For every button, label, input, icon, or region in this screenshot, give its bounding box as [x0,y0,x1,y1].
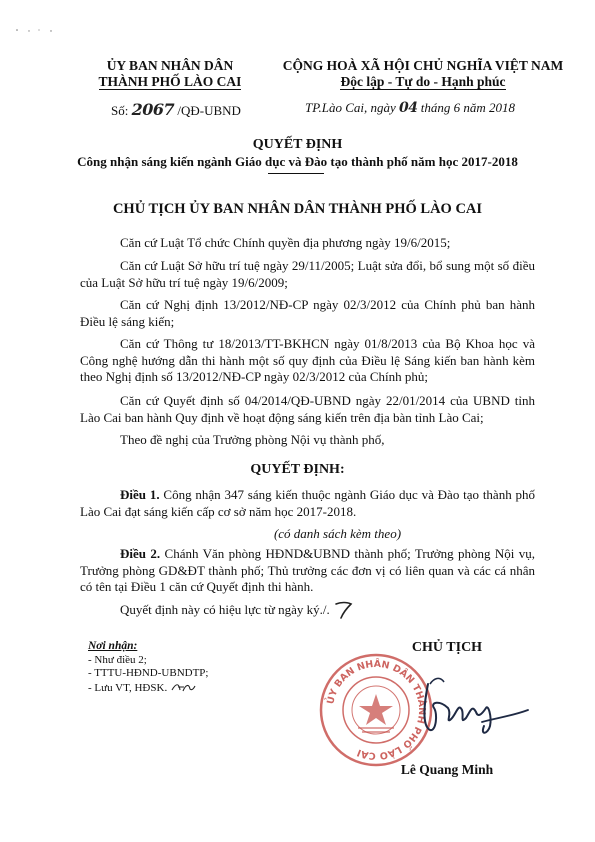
basis-5: Căn cứ Quyết định số 04/2014/QĐ-UBND ngày 22/01/2014 của UBND tỉnh Lào Cai ban hành Quy định về hoạt động sáng kiến trên địa bàn tỉnh Lào Cai; [80,393,535,425]
recipient-item: - TTTU-HĐND-UBNDTP; [88,667,209,679]
handwritten-signature-icon [400,664,535,744]
issuer-line-2: THÀNH PHỐ LÀO CAI [98,74,242,89]
handwritten-day: 04 [399,100,418,116]
basis-4: Căn cứ Thông tư 18/2013/TT-BKHCN ngày 01/8/2013 của Bộ Khoa học và Công nghệ hướng dẫn thi hành một số quy định của Điều lệ Sáng kiến ban hành kèm theo Nghị định số 13/2012/NĐ-CP ngày 02/3/2012 của Chính phủ; [80,336,535,384]
basis-6: Theo đề nghị của Trưởng phòng Nội vụ thành phố, [120,432,385,447]
recipient-item: - Như điều 2; [88,653,147,666]
basis-2: Căn cứ Luật Sở hữu trí tuệ ngày 29/11/2005; Luật sửa đổi, bổ sung một số điều của Luật Sở hữu trí tuệ ngày 19/6/2009; [80,258,535,290]
document-number: Số: 2067 /QĐ-UBND [111,100,241,119]
article-2 [80,546,535,596]
attachment-note: (có danh sách kèm theo) [273,526,402,541]
article-1-text: Công nhận 347 sáng kiến thuộc ngành Giáo dục và Đào tạo thành phố Lào Cai đạt sáng kiến cấp cơ sở năm học 2017-2018. [80,487,536,519]
document-date: TP.Lào Cai, ngày 04 tháng 6 năm 2018 [305,100,516,116]
national-motto: Độc lập - Tự do - Hạnh phúc [340,74,506,89]
article-1 [80,487,535,520]
recipient-item: - Lưu VT, HĐSK. [88,681,208,696]
initials-mark-icon [170,681,196,693]
recipients-heading: Nơi nhận: [88,640,138,652]
article-1-label: Điều 1. [120,487,160,502]
national-motto-block [268,58,578,90]
document-subtitle: Công nhận sáng kiến ngành Giáo dục và Đào tạo thành phố năm học 2017-2018 [77,154,518,169]
recipients-block [88,640,208,695]
basis-1: Căn cứ Luật Tổ chức Chính quyền địa phương ngày 19/6/2015; [120,235,451,250]
national-title: CỘNG HOÀ XÃ HỘI CHỦ NGHĨA VIỆT NAM [282,58,564,73]
effective-clause: Quyết định này có hiệu lực từ ngày ký./. [80,600,535,620]
handwritten-number: 2067 [131,100,175,119]
signer-name: Lê Quang Minh [400,762,494,777]
handwritten-mark-icon [333,600,355,620]
basis-3: Căn cứ Nghị định 13/2012/NĐ-CP ngày 02/3/2012 của Chính phủ ban hành Điều lệ sáng kiến; [80,297,535,329]
signer-title: CHỦ TỊCH [411,640,483,655]
article-2-text: Chánh Văn phòng HĐND&UBND thành phố; Trưởng phòng Nội vụ, Trưởng phòng GD&ĐT thành phố; Thủ trưởng các đơn vị có liên quan và các cá nhân có tên tại Điều 1 căn cứ Quyết định thi hành. [80,546,536,594]
article-2-label: Điều 2. [120,546,161,561]
scan-specks [15,25,55,35]
subtitle-underline [268,173,324,174]
issuer-block [80,58,260,90]
issuer-line-1: ỦY BAN NHÂN DÂN [106,58,234,73]
decision-heading: QUYẾT ĐỊNH: [250,462,345,477]
document-title: QUYẾT ĐỊNH [252,137,343,152]
svg-text:ỦY BAN NHÂN DÂN THÀNH PHỐ LÀO: ỦY BAN NHÂN DÂN THÀNH PHỐ LÀO CAI [325,658,428,762]
authority-heading: CHỦ TỊCH ỦY BAN NHÂN DÂN THÀNH PHỐ LÀO CAI [112,201,483,217]
